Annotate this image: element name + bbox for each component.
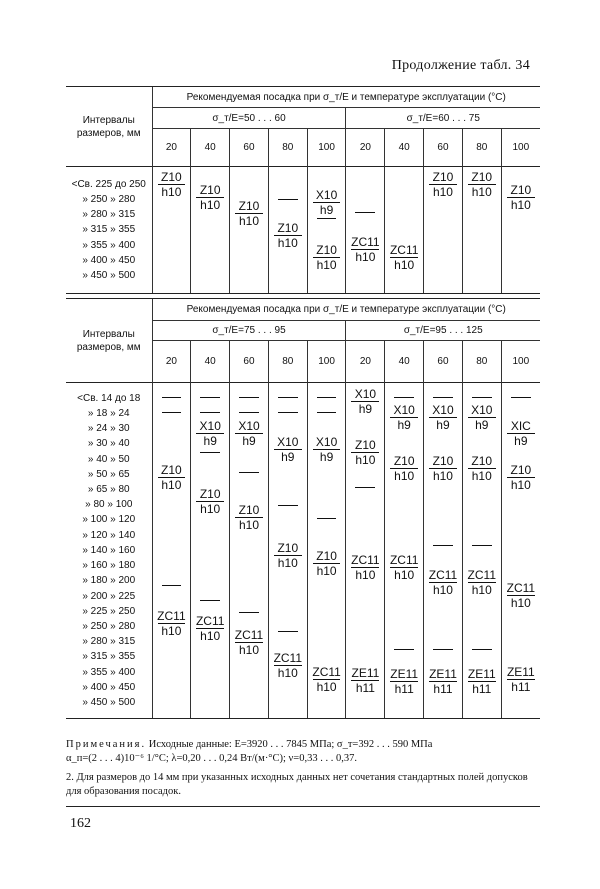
temp-header: 80 — [462, 129, 501, 167]
size-interval: » 315 » 355 — [82, 651, 136, 663]
fit-cell: Z10 h10 — [308, 550, 346, 577]
temp-header: 60 — [424, 129, 463, 167]
size-interval: » 280 » 315 — [82, 209, 136, 221]
fit-cell: Z10 h10 — [424, 171, 462, 198]
size-interval: » 100 » 120 — [82, 514, 136, 526]
no-fit-dash — [394, 397, 414, 398]
fit-cell: X10 h9 — [308, 436, 346, 463]
size-interval: » 250 » 280 — [82, 193, 136, 205]
fit-cell: Z10 h10 — [153, 171, 191, 198]
no-fit-dash — [278, 397, 298, 398]
fit-cell: ZE11 h11 — [429, 667, 457, 696]
fit-cell: Z10 h10 — [385, 455, 423, 482]
no-fit-dash — [162, 397, 182, 398]
fit-cell: ZC11 h10 — [389, 243, 419, 272]
no-fit-dash — [355, 487, 375, 488]
fit-cell: ZC11 h10 — [157, 609, 186, 638]
no-fit-dash — [200, 452, 220, 453]
no-fit-dash — [162, 585, 182, 586]
no-fit-dash — [200, 397, 220, 398]
page-number: 162 — [70, 816, 91, 831]
recommended-fit-header: Рекомендуемая посадка при σ_т/E и температуре эксплуатации (°С) — [152, 87, 540, 108]
size-interval: » 120 » 140 — [82, 529, 136, 541]
no-fit-dash — [278, 505, 298, 506]
size-interval: » 65 » 80 — [87, 484, 130, 496]
no-fit-dash — [162, 412, 182, 413]
size-interval: » 400 » 450 — [82, 681, 136, 693]
size-interval: » 450 » 500 — [82, 696, 136, 708]
continuation-title: Продолжение табл. 34 — [391, 58, 530, 73]
notes — [66, 738, 540, 799]
no-fit-dash — [317, 397, 337, 398]
temp-header: 40 — [191, 341, 230, 383]
size-interval: » 40 » 50 — [87, 453, 130, 465]
temp-header: 80 — [462, 341, 501, 383]
no-fit-dash — [200, 412, 220, 413]
no-fit-dash — [394, 649, 414, 650]
fit-cell: X10 h9 — [346, 388, 384, 415]
size-interval: » 24 » 30 — [87, 423, 130, 435]
temp-header: 100 — [501, 341, 540, 383]
no-fit-dash — [433, 649, 453, 650]
size-interval: » 225 » 250 — [82, 605, 136, 617]
size-interval: » 355 » 400 — [82, 666, 136, 678]
no-fit-dash — [472, 397, 492, 398]
size-interval: » 140 » 160 — [82, 544, 136, 556]
group-a-header: σ_т/E=75 . . . 95 — [152, 321, 346, 341]
fit-cell: ZC11 h10 — [195, 614, 225, 643]
fit-cell: Z10 h10 — [269, 222, 307, 249]
temp-header: 20 — [152, 129, 191, 167]
size-interval: <Св. 14 до 18 — [77, 392, 141, 404]
fit-cell: ZE11 h11 — [390, 667, 419, 696]
fit-cell: XIC h9 — [502, 420, 540, 447]
fit-table-1 — [66, 86, 540, 294]
temp-header: 60 — [230, 341, 269, 383]
size-column-header: Интервалы размеров, мм — [66, 299, 152, 383]
size-interval: » 355 » 400 — [82, 239, 136, 251]
size-interval: <Св. 225 до 250 — [71, 178, 146, 190]
size-interval: » 80 » 100 — [85, 499, 133, 511]
fit-table-2 — [66, 298, 540, 719]
fit-cell: Z10 h10 — [230, 200, 268, 227]
size-interval: » 200 » 225 — [82, 590, 136, 602]
fit-cell: Z10 h10 — [230, 504, 268, 531]
size-column-header: Интервалы размеров, мм — [66, 87, 152, 167]
fit-cell: Z10 h10 — [502, 184, 540, 211]
fit-cell: Z10 h10 — [346, 439, 384, 466]
no-fit-dash — [433, 545, 453, 546]
size-interval: » 50 » 65 — [87, 468, 130, 480]
fit-cell: X10 h9 — [191, 420, 229, 447]
fit-cell: X10 h9 — [463, 404, 501, 431]
fit-cell: ZC11 h10 — [506, 581, 536, 610]
fit-cell: ZC11 h10 — [467, 568, 496, 597]
fit-cell: X10 h9 — [269, 436, 307, 463]
temp-header: 80 — [268, 129, 307, 167]
size-intervals — [66, 383, 152, 719]
fit-cell: ZC11 h10 — [351, 553, 380, 582]
temp-header: 60 — [424, 341, 463, 383]
no-fit-dash — [433, 397, 453, 398]
no-fit-dash — [511, 397, 531, 398]
no-fit-dash — [239, 472, 259, 473]
temp-header: 40 — [385, 341, 424, 383]
size-interval: » 450 » 500 — [82, 270, 136, 281]
size-interval: » 18 » 24 — [87, 408, 130, 420]
fit-cell: Z10 h10 — [153, 464, 191, 491]
no-fit-dash — [472, 545, 492, 546]
group-b-header: σ_т/E=95 . . . 125 — [346, 321, 540, 341]
no-fit-dash — [317, 518, 337, 519]
fit-cell: Z10 h10 — [424, 455, 462, 482]
fit-cell: ZE11 h11 — [351, 666, 380, 695]
no-fit-dash — [278, 631, 298, 632]
fit-cell: ZC11 h10 — [428, 568, 458, 597]
fit-cell: ZC11 h10 — [273, 651, 303, 680]
temp-header: 40 — [385, 129, 424, 167]
note-1 — [66, 738, 540, 752]
size-intervals — [66, 167, 152, 294]
recommended-fit-header: Рекомендуемая посадка при σ_т/E и температуре эксплуатации (°С) — [152, 299, 540, 321]
size-interval: » 280 » 315 — [82, 636, 136, 648]
size-interval: » 250 » 280 — [82, 620, 136, 632]
no-fit-dash — [200, 600, 220, 601]
notes-label: Примечания. — [66, 739, 147, 750]
fit-cell: Z10 h10 — [191, 184, 229, 211]
temp-header: 60 — [230, 129, 269, 167]
fit-cell: ZC11 h10 — [312, 665, 341, 694]
fit-cell: ZE11 h11 — [467, 667, 496, 696]
temp-header: 20 — [152, 341, 191, 383]
no-fit-dash — [472, 649, 492, 650]
temp-header: 20 — [346, 129, 385, 167]
note-2: 2. Для размеров до 14 мм при указанных исходных данных нет сочетания стандартных полей допусков для образования посадок. — [66, 772, 528, 797]
fit-cell: ZC11 h10 — [389, 553, 419, 582]
temp-header: 100 — [307, 129, 346, 167]
temp-header: 40 — [191, 129, 230, 167]
footer-rule — [66, 806, 540, 807]
fit-cell: ZE11 h11 — [506, 665, 535, 694]
size-interval: » 30 » 40 — [87, 438, 130, 450]
fit-cell: X10 h9 — [230, 420, 268, 447]
note-1-text: Исходные данные: E=3920 . . . 7845 МПа; σ_т=392 . . . 590 МПа — [148, 739, 433, 750]
temp-header: 80 — [268, 341, 307, 383]
temp-header: 100 — [307, 341, 346, 383]
no-fit-dash — [278, 412, 298, 413]
note-1-cont: α_п=(2 . . . 4)10⁻⁶ 1/°С; λ=0,20 . . . 0,24 Вт/(м·°С); ν=0,33 . . . 0,37. — [66, 753, 357, 764]
fit-cell: ZC11 h10 — [351, 235, 380, 264]
group-a-header: σ_т/E=50 . . . 60 — [152, 108, 346, 129]
size-interval: » 315 » 355 — [82, 224, 136, 236]
fit-cell: Z10 h10 — [463, 455, 501, 482]
fit-cell: X10 h9 — [424, 404, 462, 431]
temp-header: 20 — [346, 341, 385, 383]
group-b-header: σ_т/E=60 . . . 75 — [346, 108, 540, 129]
fit-cell: X10 h9 — [308, 189, 346, 216]
no-fit-dash — [239, 412, 259, 413]
size-interval: » 160 » 180 — [82, 560, 136, 572]
size-interval: » 180 » 200 — [82, 575, 136, 587]
fit-cell: ZC11 h10 — [234, 628, 264, 657]
fit-cell: X10 h9 — [385, 404, 423, 431]
fit-cell: Z10 h10 — [191, 488, 229, 515]
no-fit-dash — [355, 212, 375, 213]
no-fit-dash — [278, 199, 298, 200]
no-fit-dash — [317, 412, 337, 413]
fit-cell: Z10 h10 — [463, 171, 501, 198]
size-interval: » 400 » 450 — [82, 254, 136, 266]
no-fit-dash — [317, 218, 337, 219]
fit-cell: Z10 h10 — [308, 244, 346, 271]
no-fit-dash — [239, 612, 259, 613]
no-fit-dash — [239, 397, 259, 398]
fit-cell: Z10 h10 — [269, 542, 307, 569]
temp-header: 100 — [501, 129, 540, 167]
fit-cell: Z10 h10 — [502, 464, 540, 491]
